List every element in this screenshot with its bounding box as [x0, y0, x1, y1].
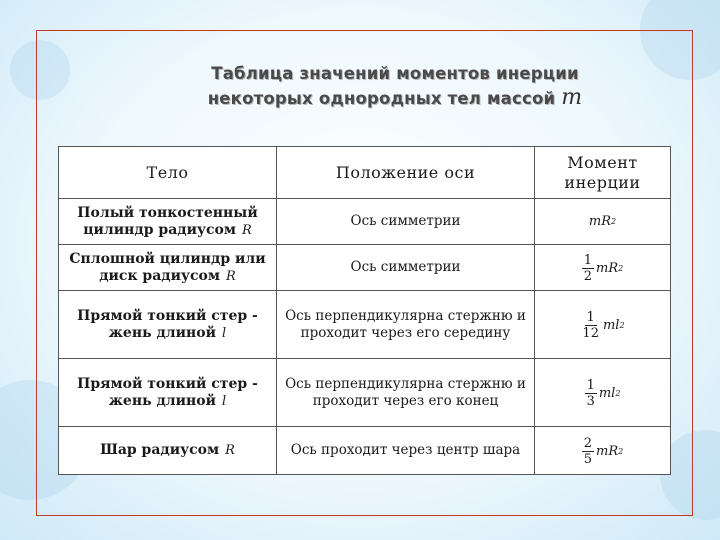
body-variable: l	[222, 393, 227, 409]
fraction-numerator: 2	[583, 435, 593, 451]
axis-cell	[277, 427, 535, 475]
formula-fraction	[582, 253, 594, 284]
formula-expression: ml	[598, 385, 616, 401]
formula-expression: mR	[596, 443, 619, 459]
moment-cell	[535, 359, 671, 427]
table-row	[59, 427, 671, 475]
body-cell	[59, 199, 277, 245]
body-cell	[59, 427, 277, 475]
axis-cell	[277, 291, 535, 359]
axis-cell	[277, 245, 535, 291]
formula-expression: ml	[602, 317, 620, 333]
formula-power: 2	[611, 217, 617, 226]
header-axis: Положение оси	[277, 147, 535, 199]
moment-cell	[535, 245, 671, 291]
slide-title	[160, 62, 630, 111]
fraction-denominator: 5	[583, 451, 593, 467]
moment-cell	[535, 427, 671, 475]
table-row	[59, 359, 671, 427]
moment-formula	[580, 310, 624, 341]
header-moment: Момент инерции	[535, 147, 671, 199]
table-row	[59, 291, 671, 359]
moment-cell	[535, 199, 671, 245]
moment-formula	[585, 378, 621, 409]
axis-text: Ось симметрии	[350, 259, 461, 275]
mass-symbol: m	[561, 85, 583, 110]
moment-cell	[535, 291, 671, 359]
body-variable: R	[226, 268, 236, 284]
axis-text: Ось проходит через центр шара	[290, 442, 521, 458]
body-text: Прямой тонкий стер - жень длиной	[77, 375, 258, 409]
formula-power: 2	[618, 446, 624, 456]
moment-formula	[582, 253, 624, 284]
fraction-numerator: 1	[586, 377, 595, 393]
formula-fraction	[582, 436, 594, 467]
inertia-table	[58, 146, 671, 475]
axis-text: Ось перпендикулярна стержню и проходит через его середину	[285, 307, 526, 341]
table-header-row	[59, 147, 671, 199]
table-row	[59, 199, 671, 245]
formula-fraction	[585, 378, 597, 409]
formula-expression: mR	[588, 214, 612, 229]
formula-power: 2	[618, 263, 624, 273]
table-row	[59, 245, 671, 291]
body-text: Сплошной цилиндр или диск радиусом	[69, 250, 266, 284]
axis-text: Ось симметрии	[350, 213, 461, 229]
title-line-1: Таблица значений моментов инерции	[211, 64, 579, 83]
body-cell	[59, 245, 277, 291]
fraction-denominator: 12	[582, 325, 599, 341]
moment-formula	[589, 213, 616, 230]
fraction-numerator: 1	[586, 309, 595, 325]
body-cell	[59, 291, 277, 359]
axis-text: Ось перпендикулярна стержню и проходит через его конец	[285, 375, 526, 409]
axis-cell	[277, 199, 535, 245]
formula-power: 2	[615, 388, 621, 398]
body-variable: R	[225, 443, 235, 458]
formula-power: 2	[619, 320, 625, 330]
header-body: Тело	[59, 147, 277, 199]
moment-formula	[582, 436, 624, 467]
body-text: Полый тонкостенный цилиндр радиусом	[77, 204, 258, 238]
axis-cell	[277, 359, 535, 427]
title-line-2-text: некоторых однородных тел массой	[207, 89, 556, 108]
formula-fraction	[580, 310, 601, 341]
fraction-numerator: 1	[583, 252, 593, 268]
body-text: Прямой тонкий стер - жень длиной	[77, 307, 258, 341]
body-variable: l	[222, 325, 227, 341]
body-text: Шар радиусом	[100, 442, 220, 458]
body-variable: R	[242, 222, 252, 238]
fraction-denominator: 2	[583, 268, 593, 284]
body-cell	[59, 359, 277, 427]
formula-expression: mR	[596, 260, 619, 276]
title-line-2	[160, 86, 630, 111]
fraction-denominator: 3	[586, 393, 595, 409]
